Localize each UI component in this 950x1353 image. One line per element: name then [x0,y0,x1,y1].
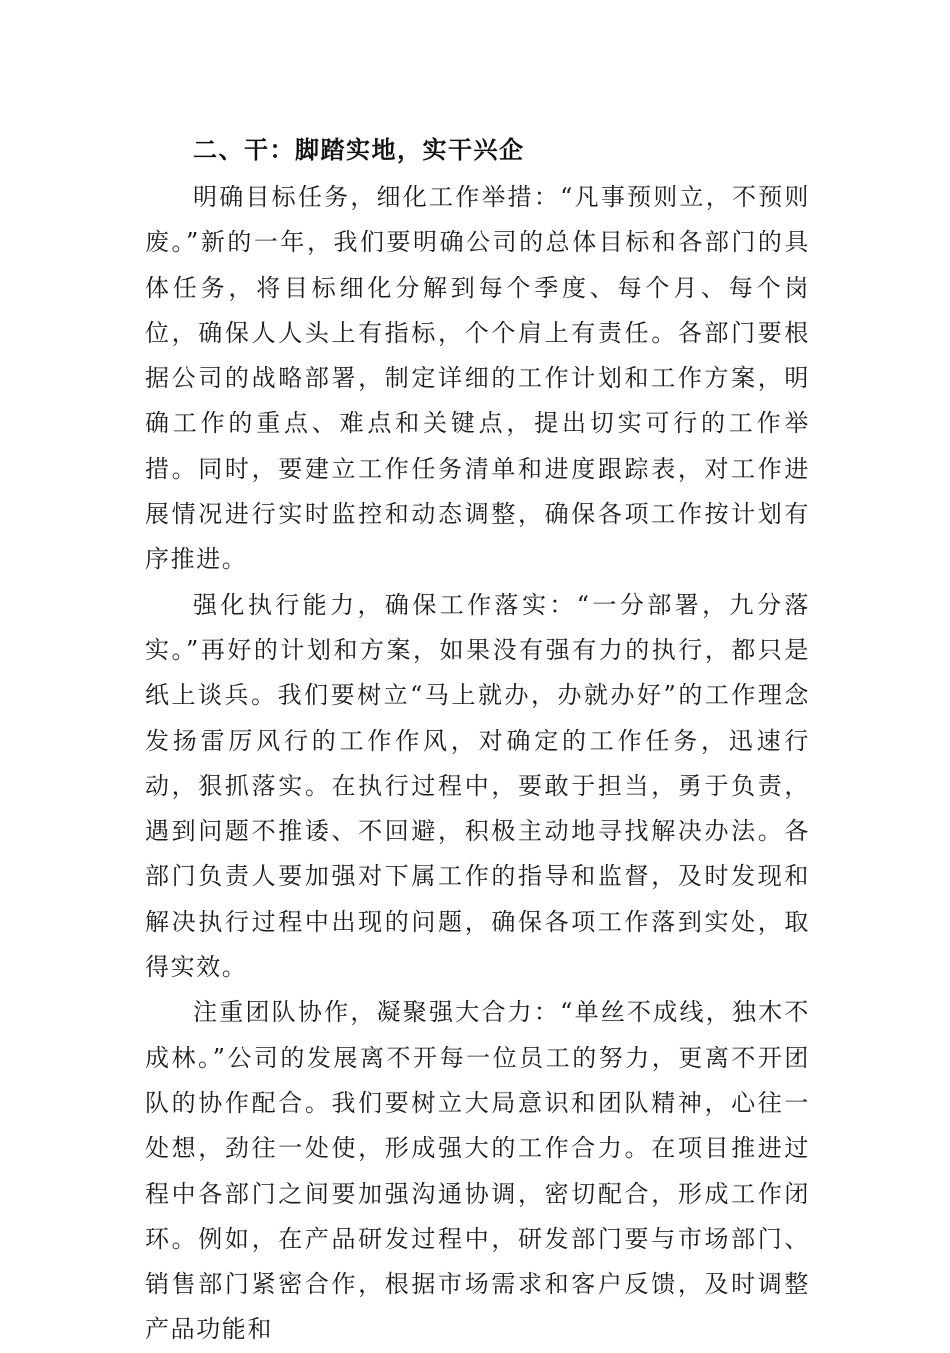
section-heading: 二、干：脚踏实地，实干兴企 [193,136,525,164]
paragraph-goals: 明确目标任务，细化工作举措：“凡事预则立，不预则废。”新的一年，我们要明确公司的总体目标和各部门的具体任务，将目标细化分解到每个季度、每个月、每个岗位，确保人人头上有指标，个个肩上有责任。各部门要根据公司的战略部署，制定详细的工作计划和工作方案，明确工作的重点、难点和关键点，提出切实可行的工作举措。同时，要建立工作任务清单和进度跟踪表，对工作进展情况进行实时监控和动态调整，确保各项工作按计划有序推进。 [145,183,810,574]
paragraph-execution: 强化执行能力，确保工作落实：“一分部署，九分落实。”再好的计划和方案，如果没有强有力的执行，都只是纸上谈兵。我们要树立“马上就办，办就办好”的工作理念发扬雷厉风行的工作作风，对确定的工作任务，迅速行动，狠抓落实。在执行过程中，要敢于担当，勇于负责，遇到问题不推诿、不回避，积极主动地寻找解决办法。各部门负责人要加强对下属工作的指导和监督，及时发现和解决执行过程中出现的问题，确保各项工作落到实处，取得实效。 [145,590,810,982]
document-body [145,125,810,1353]
paragraph-teamwork: 注重团队协作，凝聚强大合力：“单丝不成线，独木不成林。”公司的发展离不开每一位员工的努力，更离不开团队的协作配合。我们要树立大局意识和团队精神，心往一处想，劲往一处使，形成强大的工作合力。在项目推进过程中各部门之间要加强沟通协调，密切配合，形成工作闭环。例如，在产品研发过程中，研发部门要与市场部门、销售部门紧密合作，根据市场需求和客户反馈，及时调整产品功能和 [145,998,810,1344]
